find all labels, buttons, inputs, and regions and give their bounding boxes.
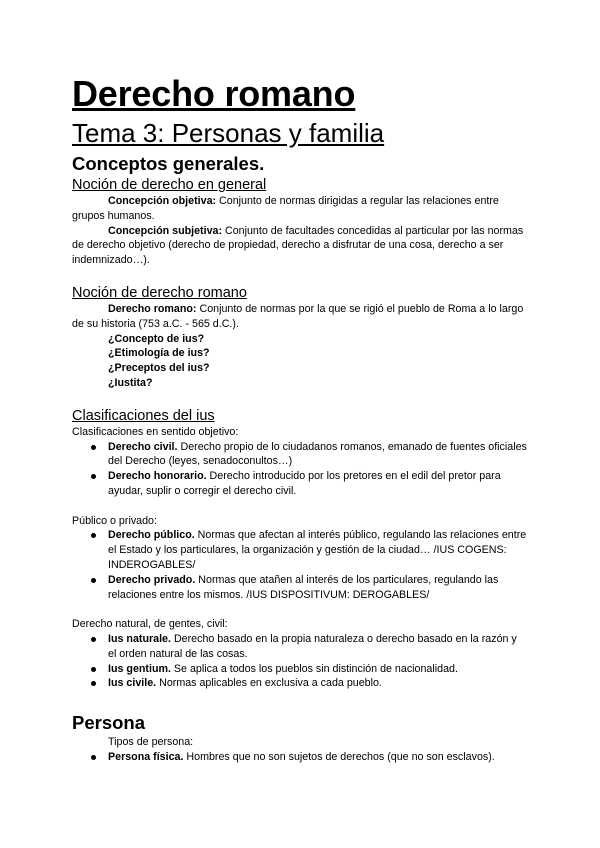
conceptos-heading: Conceptos generales. [72,153,265,174]
list-item [108,662,528,677]
concepcion-subjetiva-term: Concepción subjetiva: [108,224,223,237]
objetivo-intro: Clasificaciones en sentido objetivo: [72,425,239,438]
question-concepto: ¿Concepto de ius? [108,332,205,345]
spacer [72,691,528,707]
persona-heading: Persona [72,712,146,734]
list-item [108,469,528,499]
list-item [108,440,528,470]
question-etimologia: ¿Etimología de ius? [108,347,210,360]
list-item-term: Ius gentium. [108,662,171,675]
list-item-text: Derecho propio de lo ciudadanos romanos, emanado de fuentes oficiales del Derecho (leyes, senadoconultos…) [108,440,527,468]
document-title: Derecho romano [72,73,356,114]
list-item-text: Se aplica a todos los pueblos sin distinción de nacionalidad. [170,662,458,675]
list-item [108,676,528,691]
natural-intro: Derecho natural, de gentes, civil: [72,618,228,631]
list-item-term: Derecho privado. [108,573,196,586]
list-item-text: Derecho basado en la propia naturaleza o derecho basado en la razón y el orden natural de las cosas. [108,632,517,660]
spacer [72,268,528,284]
list-item-term: Persona física. [108,750,184,763]
concepcion-objetiva-text: Conjunto de normas dirigidas a regular las relaciones entre grupos humanos. [72,195,499,222]
derecho-romano-paragraph [72,302,528,332]
spacer [72,602,528,617]
list-item [108,573,528,603]
concepcion-objetiva-term: Concepción objetiva: [108,195,217,207]
list-item [108,750,528,765]
question-iustita: ¿Iustita? [108,376,153,389]
list-item [108,632,528,662]
persona-intro: Tipos de persona: [108,736,194,749]
list-item-term: Derecho honorario. [108,470,207,483]
persona-list [72,750,528,765]
list-item-term: Ius naturale. [108,632,171,645]
tema-heading: Tema 3: Personas y familia [72,118,385,148]
publico-list [72,528,528,602]
list-item-text: Normas que atañen al interés de los particulares, regulando las relaciones entre los mismos. /IUS DISPOSITIVUM: DEROGABLES/ [108,573,499,601]
list-item-text: Normas aplicables en exclusiva a cada pueblo. [156,677,382,690]
natural-list [72,632,528,691]
question-preceptos: ¿Preceptos del ius? [108,362,210,375]
document-page [72,72,528,765]
list-item-term: Derecho público. [108,529,195,542]
concepcion-subjetiva-paragraph [72,224,528,268]
concepcion-subjetiva-text: Conjunto de facultades concedidas al particular por las normas de derecho objetivo (derecho de propiedad, derecho a disfrutar de una cosa, derecho a ser indemnizado…). [72,224,524,267]
list-item-term: Derecho civil. [108,440,178,453]
derecho-romano-text: Conjunto de normas por la que se rigió el pueblo de Roma a lo largo de su historia (753 a.C. - 565 d.C.). [72,302,524,330]
publico-intro: Público o privado: [72,514,157,527]
spacer [72,499,528,514]
nocion-general-heading: Noción de derecho en general [72,177,267,193]
list-item-text: Hombres que no son sujetos de derechos (que no son esclavos). [183,750,495,763]
list-item-text: Derecho introducido por los pretores en el edil del pretor para ayudar, suplir o corregir el derecho civil. [108,470,501,497]
concepcion-objetiva-paragraph [72,194,528,224]
nocion-romano-heading: Noción de derecho romano [72,284,247,301]
spacer [72,391,528,407]
objetivo-list [72,440,528,499]
derecho-romano-term: Derecho romano: [108,302,197,315]
list-item-text: Normas que afectan al interés público, regulando las relaciones entre el Estado y los particulares, la organización y gestión de la ciudad… /IUS COGENS: INDEROGABLES/ [108,529,527,571]
list-item-term: Ius civile. [108,677,157,690]
clasificaciones-heading: Clasificaciones del ius [72,407,215,424]
list-item [108,528,528,572]
